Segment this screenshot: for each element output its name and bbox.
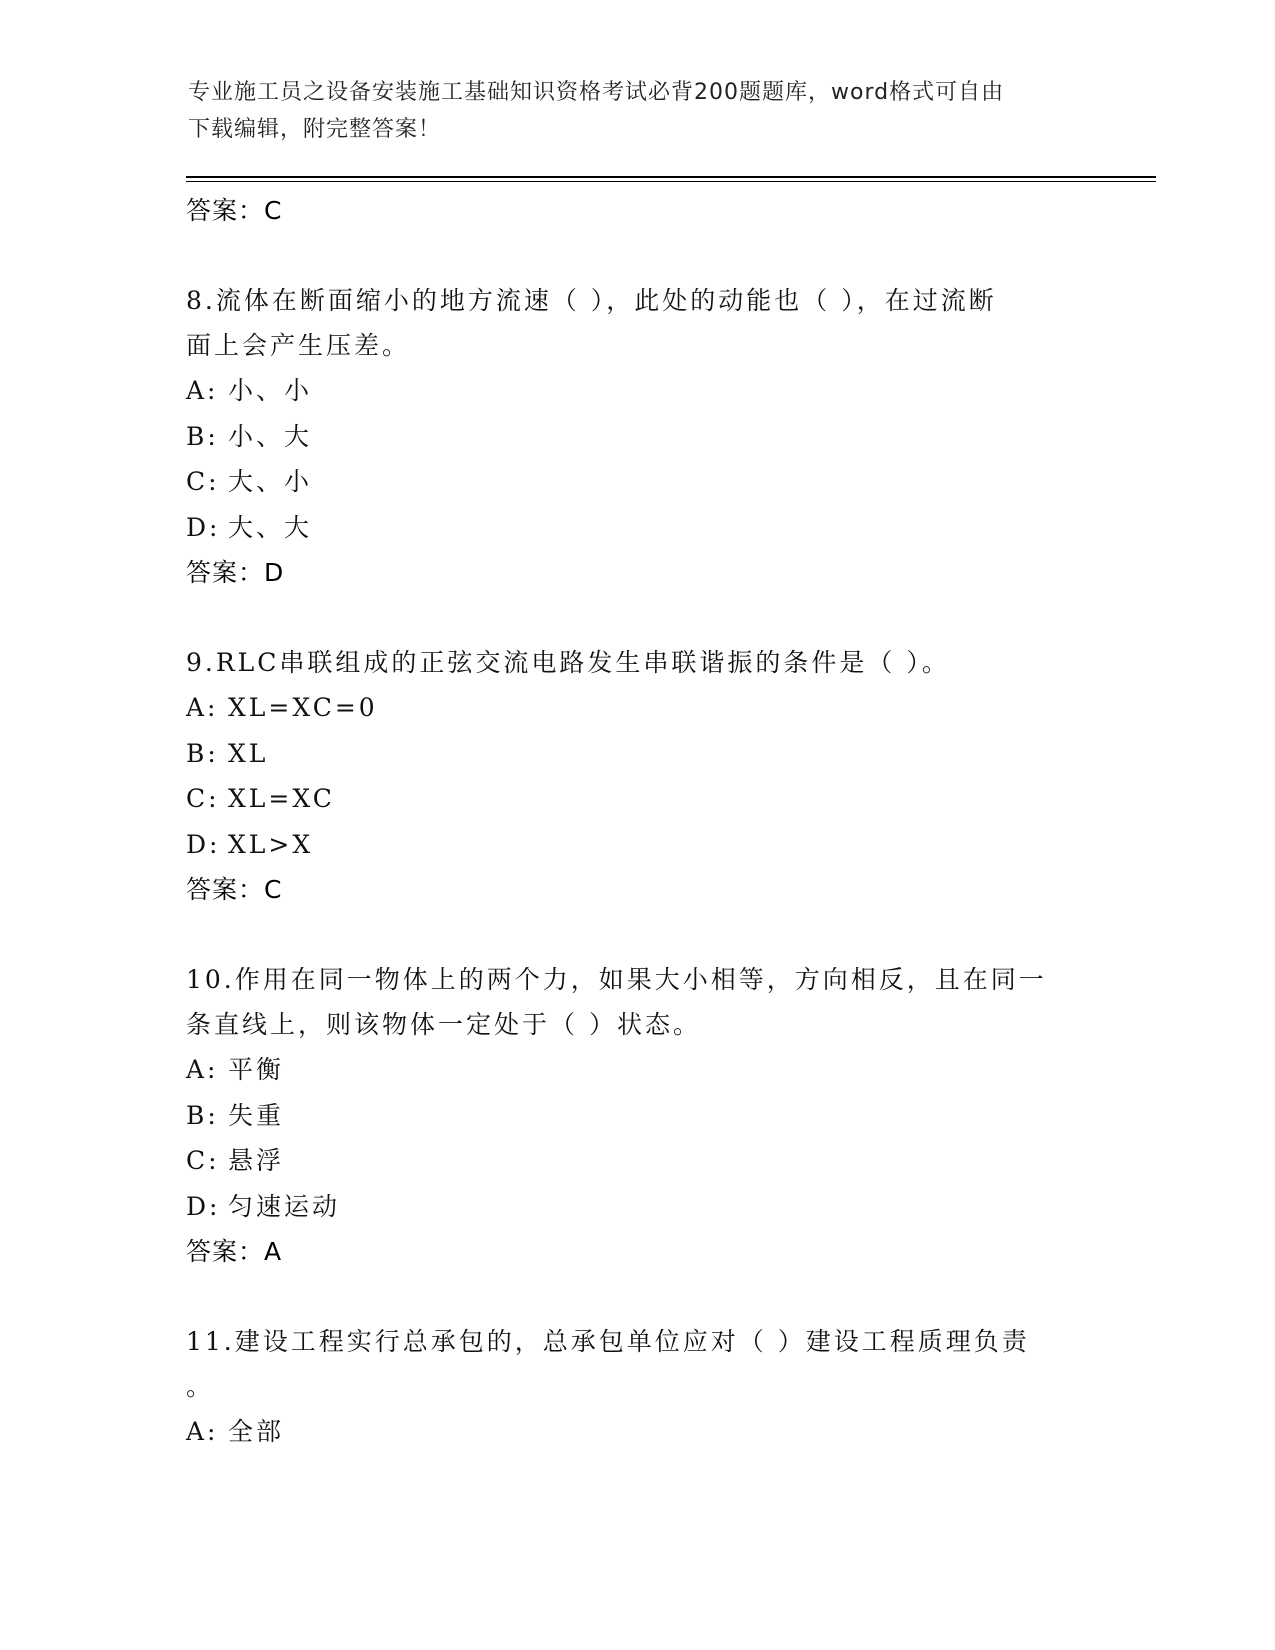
document-header	[188, 74, 1088, 148]
question-stem-line-2: 。	[186, 1372, 215, 1401]
option-c	[186, 1138, 1086, 1184]
header-title-line-1: 专业施工员之设备安装施工基础知识资格考试必背200题题库，word格式可自由	[188, 80, 1005, 105]
option-a	[186, 685, 1086, 731]
option-text: XL=XC=0	[228, 693, 378, 722]
document-body	[186, 188, 1086, 1455]
option-text: 小、小	[228, 376, 313, 405]
option-d	[186, 505, 1086, 551]
option-c	[186, 776, 1086, 822]
option-letter: D:	[186, 1191, 221, 1221]
option-b	[186, 1093, 1086, 1139]
option-a	[186, 1409, 1086, 1455]
option-letter: A:	[186, 1055, 219, 1084]
question-stem-line-1: 9.RLC串联组成的正弦交流电路发生串联谐振的条件是（ ）。	[186, 648, 950, 677]
option-letter: C:	[186, 784, 220, 813]
header-rule-thin	[186, 181, 1156, 182]
option-text: 全部	[228, 1417, 285, 1446]
header-rule-thick	[186, 176, 1156, 178]
option-letter: B:	[186, 1100, 219, 1130]
option-text: XL	[228, 738, 269, 768]
option-letter: D:	[186, 512, 221, 542]
question-stem-line-1: 11.建设工程实行总承包的，总承包单位应对（ ）建设工程质理负责	[186, 1327, 1030, 1356]
option-letter: A:	[186, 376, 219, 405]
previous-answer: 答案：C	[186, 196, 283, 225]
option-a	[186, 1047, 1086, 1093]
question-stem-line-2: 条直线上，则该物体一定处于（ ）状态。	[186, 1010, 701, 1039]
option-text: 悬浮	[228, 1146, 285, 1175]
option-text: 小、大	[228, 421, 313, 451]
option-letter: B:	[186, 738, 219, 768]
option-c	[186, 459, 1086, 505]
option-b	[186, 414, 1086, 460]
option-text: 匀速运动	[228, 1191, 341, 1221]
question-stem	[186, 640, 1066, 685]
option-text: XL=XC	[228, 784, 335, 813]
option-d	[186, 1184, 1086, 1230]
option-text: 平衡	[228, 1055, 285, 1084]
question-block-10	[186, 957, 1086, 1275]
question-block-11	[186, 1319, 1086, 1455]
option-a	[186, 368, 1086, 414]
question-stem-line-2: 面上会产生压差。	[186, 331, 411, 360]
option-b	[186, 731, 1086, 777]
answer-label: 答案：C	[186, 875, 283, 904]
option-text: 大、小	[228, 467, 313, 496]
option-letter: C:	[186, 1146, 220, 1175]
question-stem-line-1: 10.作用在同一物体上的两个力，如果大小相等，方向相反，且在同一	[186, 965, 1047, 994]
option-text: XL>X	[228, 829, 314, 859]
question-stem	[186, 957, 1066, 1047]
question-block-8	[186, 278, 1086, 596]
option-letter: B:	[186, 421, 219, 451]
header-title-line-2: 下载编辑，附完整答案！	[188, 117, 442, 142]
option-text: 大、大	[228, 512, 313, 542]
option-d	[186, 822, 1086, 868]
option-letter: C:	[186, 467, 220, 496]
option-text: 失重	[228, 1100, 285, 1130]
question-stem	[186, 278, 1066, 368]
option-letter: A:	[186, 1417, 219, 1446]
option-letter: D:	[186, 829, 221, 859]
option-letter: A:	[186, 693, 219, 722]
answer-label: 答案：A	[186, 1237, 283, 1266]
question-stem	[186, 1319, 1066, 1409]
question-stem-line-1: 8.流体在断面缩小的地方流速（ ），此处的动能也（ ），在过流断	[186, 286, 997, 315]
question-block-9	[186, 640, 1086, 913]
answer-label: 答案：D	[186, 558, 285, 587]
